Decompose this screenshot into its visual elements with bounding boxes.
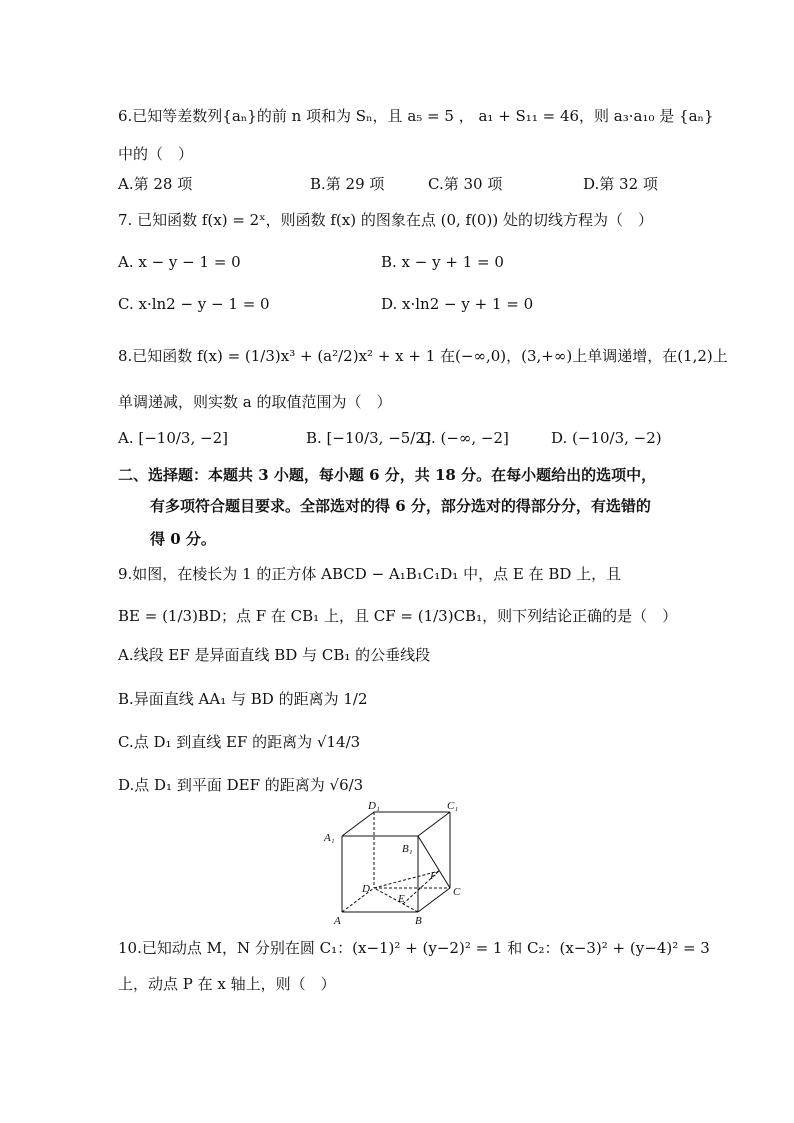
label-c: C — [453, 886, 461, 898]
label-c1: C₁ — [447, 800, 459, 812]
label-d: D — [362, 883, 370, 895]
q7-stem: 7. 已知函数 f(x) = 2ˣ，则函数 f(x) 的图象在点 (0, f(0)) 处的切线方程为（ ） — [118, 211, 653, 229]
q6-option-b: B.第 29 项 — [310, 175, 385, 193]
q10-stem-line1: 10.已知动点 M，N 分别在圆 C₁：(x−1)² + (y−2)² = 1 和 C₂：(x−3)² + (y−4)² = 3 — [118, 939, 710, 957]
q9-option-c: C.点 D₁ 到直线 EF 的距离为 √14/3 — [118, 733, 361, 751]
q9-stem-line1: 9.如图，在棱长为 1 的正方体 ABCD − A₁B₁C₁D₁ 中，点 E 在 BD 上，且 — [118, 565, 622, 583]
q9-option-a: A.线段 EF 是异面直线 BD 与 CB₁ 的公垂线段 — [118, 646, 431, 664]
cube-figure — [318, 800, 478, 930]
label-d1: D₁ — [368, 800, 380, 812]
section2-line2: 有多项符合题目要求。全部选对的得 6 分，部分选对的得部分分，有选错的 — [150, 497, 651, 515]
q6-stem-line1: 6.已知等差数列{aₙ}的前 n 项和为 Sₙ，且 a₅ = 5 ， a₁ + S₁₁ = 46，则 a₃·a₁₀ 是 {aₙ} — [118, 107, 714, 125]
segment-b-d — [374, 888, 418, 912]
q6-option-c: C.第 30 项 — [428, 175, 503, 193]
q9-option-d: D.点 D₁ 到平面 DEF 的距离为 √6/3 — [118, 776, 364, 794]
edge-b1-c1 — [418, 812, 450, 836]
q8-option-b: B. [−10/3, −5/2] — [306, 429, 431, 447]
q10-stem-line2: 上，动点 P 在 x 轴上，则（ ） — [118, 975, 336, 993]
q8-stem-line2: 单调递减，则实数 a 的取值范围为（ ） — [118, 393, 392, 411]
q7-option-c: C. x·ln2 − y − 1 = 0 — [118, 295, 270, 313]
q9-stem-line2: BE = (1/3)BD；点 F 在 CB₁ 上，且 CF = (1/3)CB₁，则下列结论正确的是（ ） — [118, 607, 678, 625]
q7-option-a: A. x − y − 1 = 0 — [118, 253, 241, 271]
q7-option-b: B. x − y + 1 = 0 — [381, 253, 504, 271]
q6-option-a: A.第 28 项 — [118, 175, 193, 193]
label-b: B — [415, 915, 422, 927]
section2-line3: 得 0 分。 — [150, 530, 216, 548]
q6-stem-line2: 中的（ ） — [118, 145, 194, 163]
label-e: E — [398, 893, 405, 905]
q8-option-c: C. (−∞, −2] — [420, 429, 509, 447]
label-b1: B₁ — [402, 843, 413, 855]
q7-option-d: D. x·ln2 − y + 1 = 0 — [381, 295, 534, 313]
edge-b-c — [418, 888, 450, 912]
q6-option-d: D.第 32 项 — [583, 175, 658, 193]
q8-option-a: A. [−10/3, −2] — [118, 429, 228, 447]
label-a1: A₁ — [324, 832, 335, 844]
q8-stem-line1: 8.已知函数 f(x) = (1/3)x³ + (a²/2)x² + x + 1 在(−∞,0)，(3,+∞)上单调递增，在(1,2)上 — [118, 347, 728, 365]
label-a: A — [334, 915, 341, 927]
q9-option-b: B.异面直线 AA₁ 与 BD 的距离为 1/2 — [118, 690, 368, 708]
section2-line1: 二、选择题：本题共 3 小题，每小题 6 分，共 18 分。在每小题给出的选项中， — [118, 466, 657, 484]
q8-option-d: D. (−10/3, −2) — [551, 429, 662, 447]
label-f: F — [430, 870, 437, 882]
edge-a1-d1 — [342, 812, 374, 836]
